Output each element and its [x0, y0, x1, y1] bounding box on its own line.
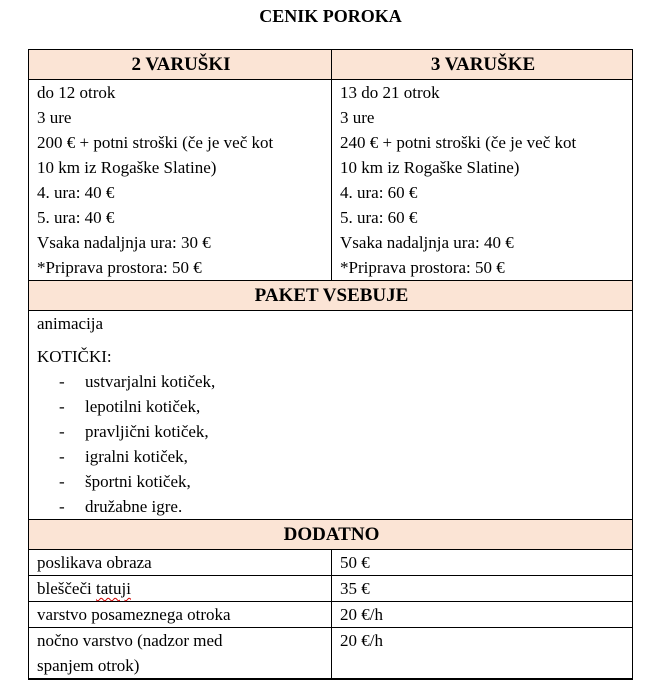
dash-bullet: -	[59, 422, 65, 441]
corner-label: ustvarjalni kotiček,	[85, 372, 216, 391]
detail-line: 3 ure	[340, 108, 375, 127]
list-item	[37, 444, 626, 469]
extra-price: 35 €	[332, 576, 633, 602]
detail-line: 5. ura: 40 €	[37, 208, 115, 227]
detail-line: 5. ura: 60 €	[340, 208, 418, 227]
extra-name-line: spanjem otrok)	[37, 656, 140, 675]
extra-name	[29, 576, 332, 602]
extras-header: DODATNO	[29, 520, 633, 550]
header-3-varuske: 3 VARUŠKE	[332, 50, 633, 80]
package-header-row	[29, 281, 633, 311]
package-content-cell	[29, 311, 633, 520]
detail-line: 10 km iz Rogaške Slatine)	[340, 158, 520, 177]
detail-line: 3 ure	[37, 108, 72, 127]
table-row	[29, 550, 633, 576]
page-title: CENIK POROKA	[259, 6, 402, 26]
dash-bullet: -	[59, 447, 65, 466]
extras-header-row	[29, 520, 633, 550]
package-intro: animacija	[37, 314, 104, 333]
corner-label: lepotilni kotiček,	[85, 397, 201, 416]
extra-price: 20 €/h	[332, 602, 633, 628]
detail-line: Vsaka nadaljnja ura: 30 €	[37, 233, 211, 252]
header-2-varuski: 2 VARUŠKI	[29, 50, 332, 80]
extra-name: varstvo posameznega otroka	[29, 602, 332, 628]
table-row	[29, 576, 633, 602]
dash-bullet: -	[59, 497, 65, 516]
extra-name-line: nočno varstvo (nadzor med	[37, 631, 223, 650]
list-item	[37, 494, 626, 519]
detail-line: 4. ura: 60 €	[340, 183, 418, 202]
dash-bullet: -	[59, 372, 65, 391]
extra-name	[29, 628, 332, 680]
spellcheck-flagged-word: tatuji	[96, 579, 131, 598]
detail-line: 240 € + potni stroški (če je več kot	[340, 133, 577, 152]
detail-line: *Priprava prostora: 50 €	[37, 258, 202, 277]
corner-label: športni kotiček,	[85, 472, 191, 491]
detail-line: 4. ura: 40 €	[37, 183, 115, 202]
list-item	[37, 419, 626, 444]
list-item	[37, 394, 626, 419]
extra-name: poslikava obraza	[29, 550, 332, 576]
detail-line: 10 km iz Rogaške Slatine)	[37, 158, 217, 177]
corner-label: družabne igre.	[85, 497, 183, 516]
corner-label: igralni kotiček,	[85, 447, 188, 466]
list-item	[37, 469, 626, 494]
corner-label: pravljični kotiček,	[85, 422, 209, 441]
detail-line: 200 € + potni stroški (če je več kot	[37, 133, 274, 152]
detail-line: Vsaka nadaljnja ura: 40 €	[340, 233, 514, 252]
extra-name-word: bleščeči	[37, 579, 92, 598]
pricing-2-varuski-cell	[29, 80, 332, 281]
table-row	[29, 628, 633, 680]
detail-line: do 12 otrok	[37, 83, 116, 102]
list-item	[37, 369, 626, 394]
pricing-3-varuske-cell	[332, 80, 633, 281]
dash-bullet: -	[59, 397, 65, 416]
extra-price: 50 €	[332, 550, 633, 576]
package-content-row	[29, 311, 633, 520]
corners-label: KOTIČKI:	[37, 347, 112, 366]
pricing-details-row	[29, 80, 633, 281]
pricing-header-row	[29, 50, 633, 80]
package-header: PAKET VSEBUJE	[29, 281, 633, 311]
table-row	[29, 602, 633, 628]
extra-price: 20 €/h	[332, 628, 633, 680]
detail-line: 13 do 21 otrok	[340, 83, 440, 102]
spacer	[37, 336, 626, 344]
corners-list	[37, 369, 626, 519]
price-table	[28, 49, 633, 680]
detail-line: *Priprava prostora: 50 €	[340, 258, 505, 277]
dash-bullet: -	[59, 472, 65, 491]
